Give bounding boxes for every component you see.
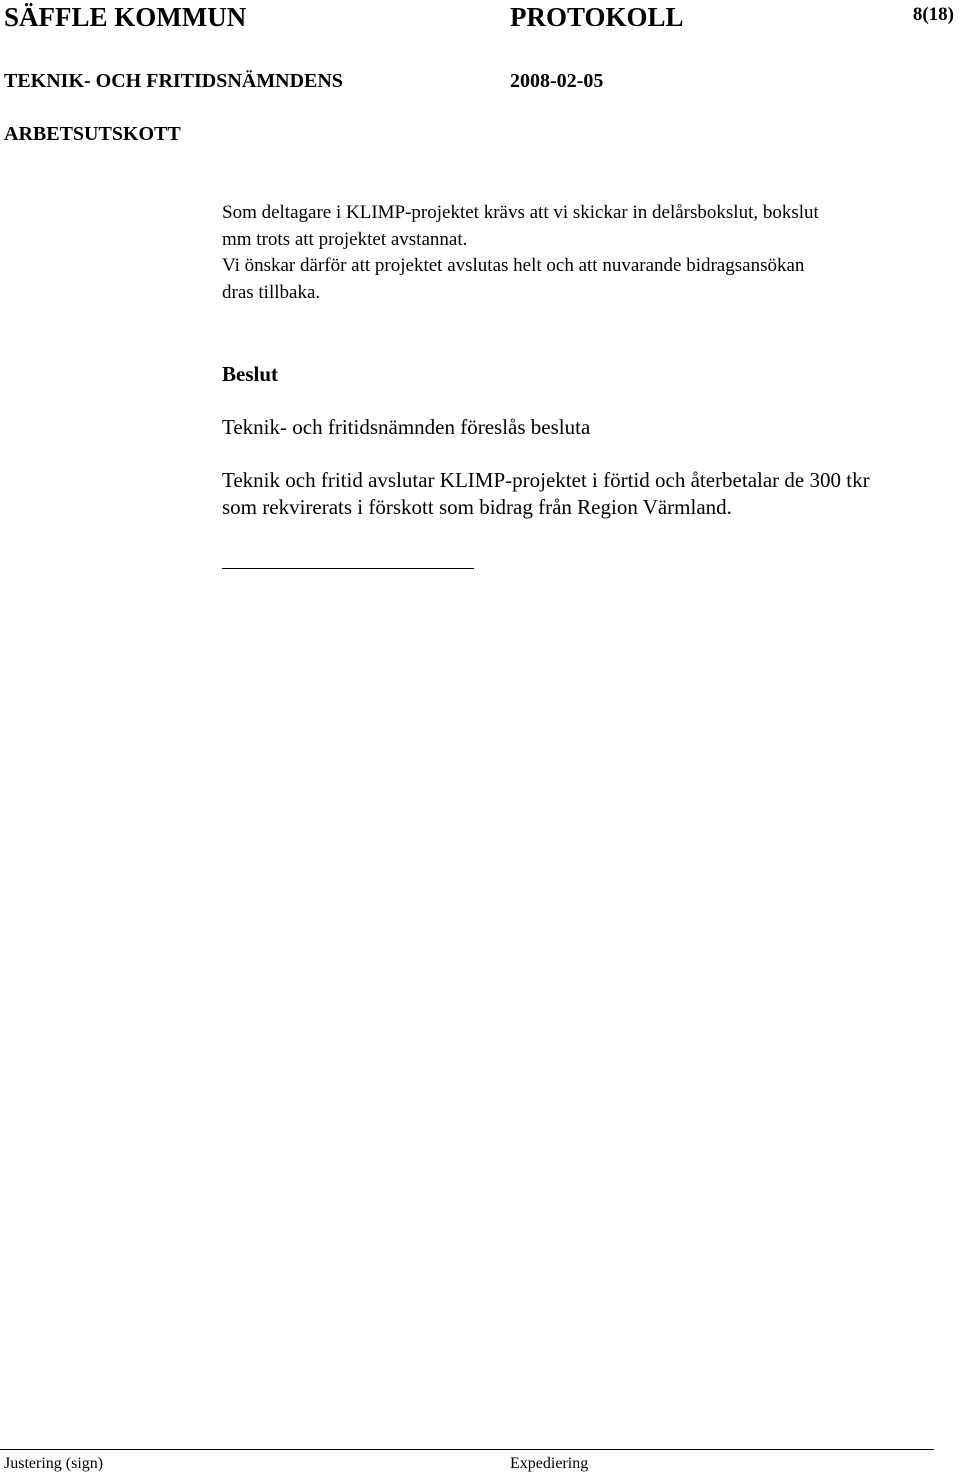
committee-name-line1: TEKNIK- OCH FRITIDSNÄMNDENS — [4, 70, 343, 92]
committee-name-line2: ARBETSUTSKOTT — [4, 123, 181, 145]
dispatch-label: Expediering — [510, 1455, 589, 1472]
paragraph-line: mm trots att projektet avstannat. — [222, 228, 468, 250]
footer-rule — [0, 1449, 934, 1450]
decision-line: Teknik och fritid avslutar KLIMP-projektet i förtid och återbetalar de 300 tkr — [222, 468, 870, 492]
paragraph-line: Vi önskar därför att projektet avslutas helt och att nuvarande bidragsansökan — [222, 255, 805, 276]
meeting-date: 2008-02-05 — [510, 70, 604, 92]
document-type: PROTOKOLL — [510, 2, 684, 32]
decision-heading: Beslut — [222, 362, 279, 386]
signature-label: Justering (sign) — [4, 1455, 104, 1472]
decision-line: som rekvirerats i förskott som bidrag från Region Värmland. — [222, 495, 732, 519]
paragraph-line: Som deltagare i KLIMP-projektet krävs att vi skickar in delårsbokslut, bokslut — [222, 202, 819, 223]
proposal-text: Teknik- och fritidsnämnden föreslås besluta — [222, 415, 591, 439]
page-number: 8(18) — [912, 4, 954, 25]
background-paragraph — [222, 200, 952, 306]
paragraph-line: dras tillbaka. — [222, 281, 321, 303]
decision-text — [222, 467, 952, 521]
municipality-name: SÄFFLE KOMMUN — [4, 2, 247, 32]
section-end-rule — [222, 568, 474, 569]
